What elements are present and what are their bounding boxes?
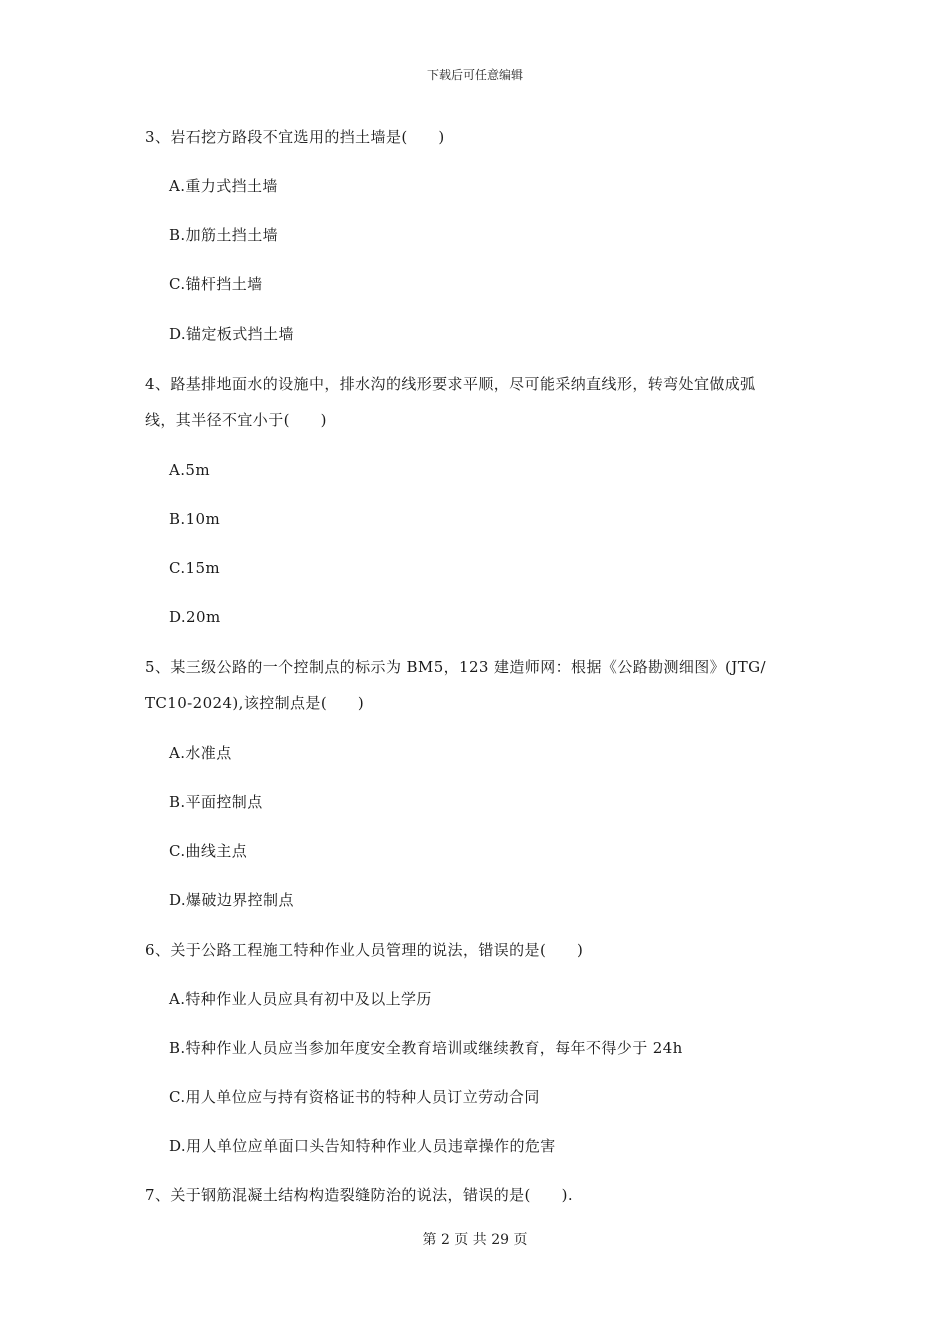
question-6-stem-line-1: 6、关于公路工程施工特种作业人员管理的说法，错误的是( )	[145, 941, 584, 959]
question-3-option-d: D.锚定板式挡土墙	[169, 325, 294, 343]
question-6-option-c: C.用人单位应与持有资格证书的特种人员订立劳动合同	[169, 1088, 540, 1106]
question-6-option-a: A.特种作业人员应具有初中及以上学历	[169, 990, 432, 1008]
question-5-stem-line-1: 5、某三级公路的一个控制点的标示为 BM5，123 建造师网：根据《公路勘测细图》(JTG/	[145, 658, 766, 676]
question-4-stem-line-1: 4、路基排地面水的设施中，排水沟的线形要求平顺，尽可能采纳直线形，转弯处宜做成弧	[145, 375, 756, 393]
question-6-option-d: D.用人单位应单面口头告知特种作业人员违章操作的危害	[169, 1137, 556, 1155]
question-5-option-b: B.平面控制点	[169, 793, 263, 811]
question-3-option-b: B.加筋土挡土墙	[169, 226, 278, 244]
question-4-option-b: B.10m	[169, 510, 221, 528]
question-4-option-a: A.5m	[169, 461, 210, 479]
page-footer: 第 2 页 共 29 页	[422, 1232, 528, 1248]
question-5-option-d: D.爆破边界控制点	[169, 891, 294, 909]
question-4-stem-line-2: 线，其半径不宜小于( )	[145, 411, 327, 429]
question-5-stem-line-2: TC10-2024),该控制点是( )	[145, 694, 365, 712]
question-7-stem-line-1: 7、关于钢筋混凝土结构构造裂缝防治的说法，错误的是( ).	[145, 1186, 574, 1204]
question-5-option-a: A.水准点	[169, 744, 232, 762]
page-header: 下载后可任意编辑	[426, 68, 523, 82]
question-4-option-c: C.15m	[169, 559, 221, 577]
question-4-option-d: D.20m	[169, 608, 221, 626]
question-3-option-c: C.锚杆挡土墙	[169, 275, 263, 293]
question-3-option-a: A.重力式挡土墙	[169, 177, 278, 195]
question-3-stem-line-1: 3、岩石挖方路段不宜选用的挡土墙是( )	[145, 128, 445, 146]
question-6-option-b: B.特种作业人员应当参加年度安全教育培训或继续教育，每年不得少于 24h	[169, 1039, 683, 1057]
question-5-option-c: C.曲线主点	[169, 842, 248, 860]
